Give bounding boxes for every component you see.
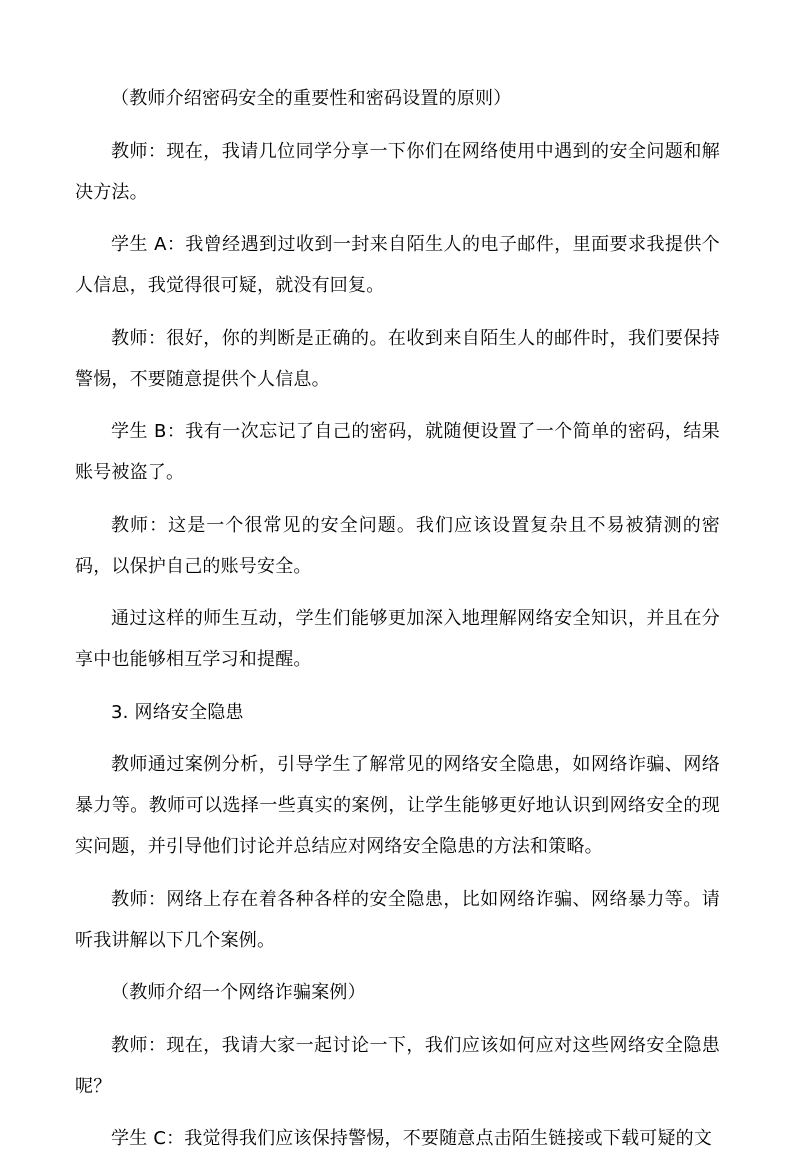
paragraph-teacher-risks-intro: 教师：网络上存在着各种各样的安全隐患，比如网络诈骗、网络暴力等。请听我讲解以下几个案例。	[75, 888, 720, 951]
paragraph-teacher-share-prompt: 教师：现在，我请几位同学分享一下你们在网络使用中遇到的安全问题和解决方法。	[75, 140, 720, 203]
paragraph-stage-direction-password: （教师介绍密码安全的重要性和密码设置的原则）	[111, 88, 512, 109]
paragraph-stage-direction-fraud: （教师介绍一个网络诈骗案例）	[111, 982, 366, 1003]
paragraph-teacher-reply-b: 教师：这是一个很常见的安全问题。我们应该设置复杂且不易被猜测的密码，以保护自己的账号安全。	[75, 514, 720, 577]
paragraph-interaction-summary: 通过这样的师生互动，学生们能够更加深入地理解网络安全知识，并且在分享中也能够相互学习和提醒。	[75, 608, 720, 670]
paragraph-teacher-discussion-prompt: 教师：现在，我请大家一起讨论一下，我们应该如何应对这些网络安全隐患呢？	[75, 1034, 720, 1097]
paragraph-teacher-reply-a: 教师：很好，你的判断是正确的。在收到来自陌生人的邮件时，我们要保持警惕，不要随意提供个人信息。	[75, 327, 720, 390]
paragraph-student-b: 学生 B：我有一次忘记了自己的密码，就随便设置了一个简单的密码，结果账号被盗了。	[75, 421, 720, 483]
section-heading-network-risks: 3. 网络安全隐患	[111, 701, 244, 723]
paragraph-student-c: 学生 C：我觉得我们应该保持警惕，不要随意点击陌生链接或下载可疑的文	[111, 1128, 713, 1149]
paragraph-case-analysis: 教师通过案例分析，引导学生了解常见的网络安全隐患，如网络诈骗、网络暴力等。教师可以选择一些真实的案例，让学生能够更好地认识到网络安全的现实问题，并引导他们讨论并总结应对网络安全隐患的方法和策略。	[75, 754, 720, 857]
document-body	[75, 78, 720, 1159]
paragraph-student-a: 学生 A：我曾经遇到过收到一封来自陌生人的电子邮件，里面要求我提供个人信息，我觉得很可疑，就没有回复。	[75, 234, 720, 296]
